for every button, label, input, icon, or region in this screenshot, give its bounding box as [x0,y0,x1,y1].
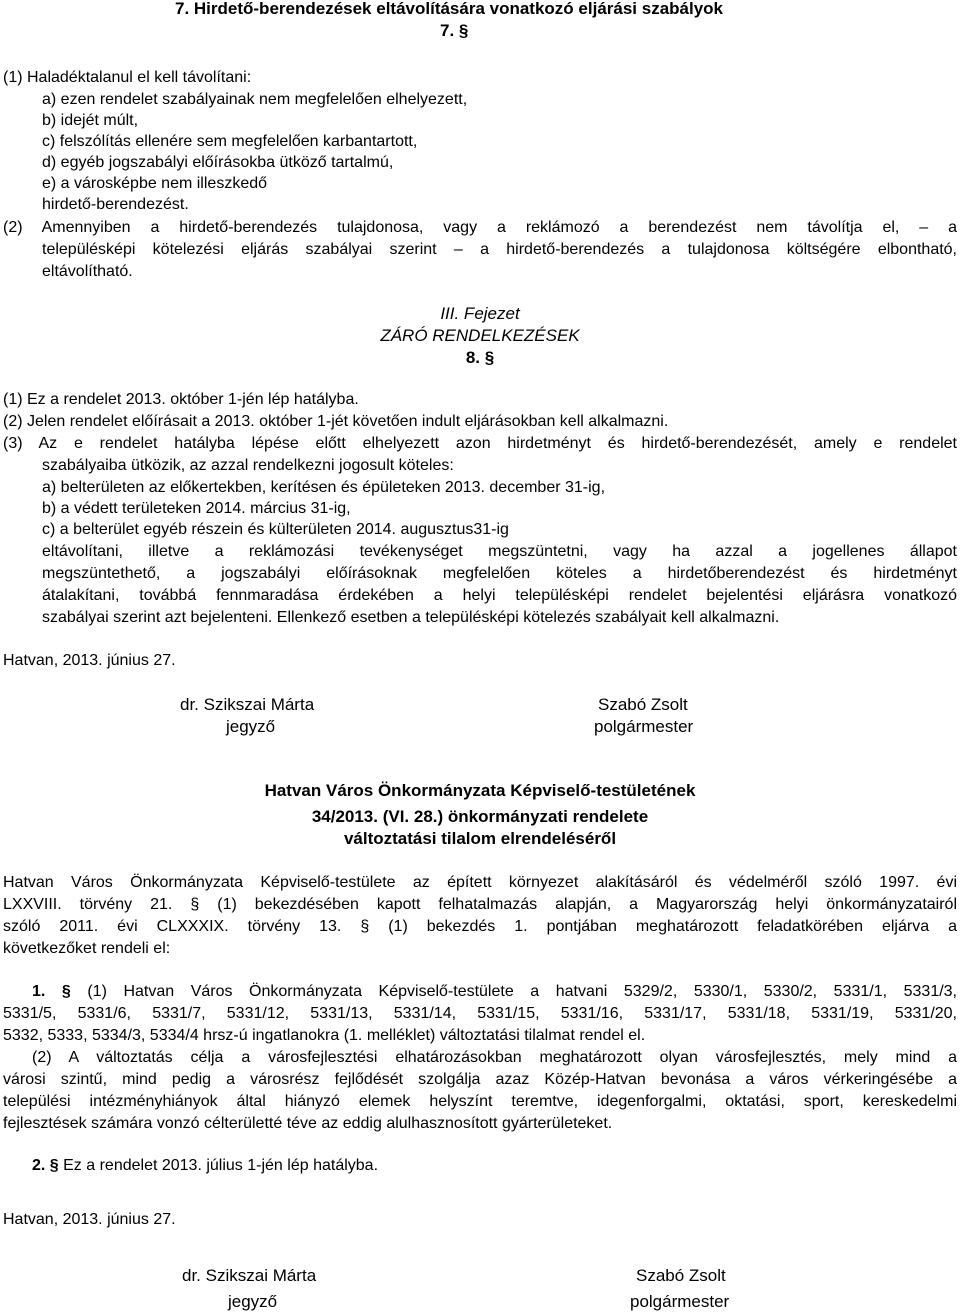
signatory-name: Szabó Zsolt [598,695,688,714]
signatory-role: polgármester [630,1292,730,1311]
section-number: 2. § [32,1157,59,1174]
chapter-title: ZÁRÓ RENDELKEZÉSEK [380,326,580,345]
decree-title: Hatvan Város Önkormányzata Képviselő-testületének [264,781,696,800]
paragraph: (2) Jelen rendelet előírásait a 2013. október 1-jét követően indult eljárásokban kell alkalmazni. [3,413,669,430]
list-item: c) a belterület egyéb részein és külterületen 2014. augusztus31-ig [42,521,509,538]
signatory-name: dr. Szikszai Márta [182,1266,317,1285]
paragraph-line: településképi kötelezési eljárás szabályai szerint – a hirdető-berendezés a tulajdonosa költségére elbontható, [42,241,957,258]
list-item: b) a védett területeken 2014. március 31-ig, [42,500,351,517]
section-number: 1. § [32,983,71,1000]
date-line: Hatvan, 2013. június 27. [3,1211,176,1228]
decree-title: változtatási tilalom elrendeléséről [343,829,617,848]
section-heading: 7. Hirdető-berendezések eltávolítására vonatkozó eljárási szabályok [175,0,724,18]
preamble-line: következőket rendeli el: [3,940,171,957]
date-line: Hatvan, 2013. június 27. [3,652,176,669]
preamble-line: Hatvan Város Önkormányzata Képviselő-testülete az épített környezet alakításáról és védelméről szóló 1997. évi [3,874,957,891]
signatory-role: jegyző [226,717,276,736]
paragraph-line: (3) Az e rendelet hatályba lépése előtt elhelyezett azon hirdetményt és hirdető-berendezését, amely e rendelet [3,435,957,452]
paragraph-line [32,1156,378,1176]
list-item: b) idejét múlt, [42,112,139,129]
paragraph-line: 5331/5, 5331/6, 5331/7, 5331/12, 5331/13, 5331/14, 5331/15, 5331/16, 5331/17, 5331/18, 5331/19, 5331/20, [3,1005,957,1022]
paragraph-line: 5332, 5333, 5334/3, 5334/4 hrsz-ú ingatlanokra (1. melléklet) változtatási tilalmat rendel el. [3,1027,646,1044]
decree-title: 34/2013. (VI. 28.) önkormányzati rendelete [311,807,649,826]
section-text: (1) Hatvan Város Önkormányzata Képviselő-testülete a hatvani 5329/2, 5330/1, 5330/2, 5331/1, 5331/3, [70,983,958,1000]
chapter-label: III. Fejezet [440,304,520,323]
paragraph-line: települési intézményhiányok által hiányzó elemek helyszínt teremtve, idegenforgalmi, oktatási, sport, kereskedelmi [3,1093,957,1110]
signatory-role: jegyző [228,1292,278,1311]
list-item: d) egyéb jogszabályi előírásokba ütköző tartalmú, [42,154,394,171]
list-item-continuation: hirdető-berendezést. [42,196,189,213]
paragraph-intro: (1) Haladéktalanul el kell távolítani: [3,69,252,86]
paragraph-line: szabályaiba ütközik, az azzal rendelkezni jogosult köteles: [42,457,454,474]
section-number: 7. § [440,21,469,40]
list-item: a) belterületen az előkertekben, kerítésen és épületeken 2013. december 31-ig, [42,479,606,496]
signatory-role: polgármester [594,717,694,736]
paragraph-line: fejlesztések számára vonzó célterületté téve az eddig alulhasznosított gyárterületeket. [3,1115,613,1132]
signatory-name: Szabó Zsolt [636,1266,726,1285]
paragraph-line [32,982,957,1002]
paragraph-line: eltávolítani, illetve a reklámozási tevékenységet megszüntetni, vagy ha azzal a jogellenes állapot [42,543,957,560]
paragraph-line: (2) Amennyiben a hirdető-berendezés tulajdonosa, vagy a reklámozó a berendezést nem távolítja el, – a [3,219,957,236]
section-number: 8. § [465,348,495,367]
paragraph: (1) Ez a rendelet 2013. október 1-jén lép hatályba. [3,391,359,408]
paragraph-line: szabályai szerint azt bejelenteni. Ellenkező esetben a településképi kötelezés szabályait kell alkalmazni. [42,609,780,626]
section-text: Ez a rendelet 2013. július 1-jén lép hatályba. [58,1157,379,1174]
paragraph-line: eltávolítható. [42,263,133,280]
paragraph-line: (2) A változtatás célja a városfejlesztési elhatározásokban meghatározott olyan városfejlesztés, mely mind a [32,1049,957,1066]
list-item: e) a városképbe nem illeszkedő [42,175,268,192]
paragraph-line: városi szintű, mind pedig a városrész fejlődését szolgálja azaz Közép-Hatvan bevonása a város vérkeringésébe a [3,1071,957,1088]
list-item: a) ezen rendelet szabályainak nem megfelelően elhelyezett, [42,91,468,108]
signatory-name: dr. Szikszai Márta [180,695,315,714]
preamble-line: LXXVIII. törvény 21. § (1) bekezdésében kapott felhatalmazás alapján, a Magyarország helyi önkormányzatairól [3,896,957,913]
list-item: c) felszólítás ellenére sem megfelelően karbantartott, [42,133,418,150]
paragraph-line: megszüntethető, a jogszabályi előírásoknak megfelelően köteles a hirdetőberendezést és hirdetményt [42,565,957,582]
preamble-line: szóló 2011. évi CLXXXIX. törvény 13. § (1) bekezdés 1. pontjában meghatározott feladatkörében eljárva a [3,918,957,935]
paragraph-line: átalakítani, továbbá fennmaradása érdekében a helyi településképi rendelet bejelentési eljárásra vonatkozó [42,587,957,604]
